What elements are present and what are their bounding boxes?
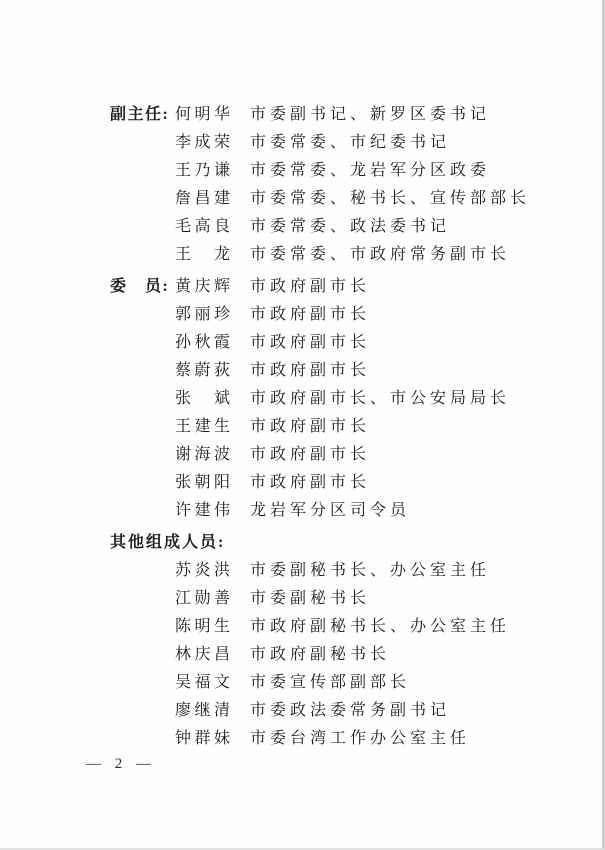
roster-row <box>110 357 582 385</box>
roster-row <box>110 557 582 585</box>
roster-row <box>110 725 582 753</box>
member-title: 市委台湾工作办公室主任 <box>250 730 471 747</box>
member-name: 苏炎洪 <box>175 562 234 579</box>
roster-row <box>110 441 582 469</box>
member-title: 市委宣传部副部长 <box>250 674 411 691</box>
member-title: 市政府副市长 <box>250 278 371 295</box>
member-title: 市政府副市长、市公安局局长 <box>250 390 511 407</box>
roster-row <box>110 157 582 185</box>
member-title: 市政府副秘书长、办公室主任 <box>250 618 511 635</box>
member-title: 市政府副市长 <box>250 306 371 323</box>
roster-row <box>110 273 582 301</box>
member-title: 市政府副市长 <box>250 474 371 491</box>
roster-row <box>110 213 582 241</box>
member-name: 郭丽珍 <box>175 306 234 323</box>
member-name: 钟群妹 <box>175 730 234 747</box>
member-title: 市委常委、市纪委书记 <box>250 134 451 151</box>
roster-row <box>110 641 582 669</box>
roster-row <box>110 385 582 413</box>
roster-row <box>110 329 582 357</box>
member-name: 吴福文 <box>175 674 234 691</box>
member-name: 王乃谦 <box>175 162 234 179</box>
member-title: 市政府副秘书长 <box>250 646 391 663</box>
roster-row <box>110 529 582 557</box>
member-name: 王 龙 <box>175 246 234 263</box>
roster-row <box>110 697 582 725</box>
member-title: 龙岩军分区司令员 <box>250 502 411 519</box>
roster-row <box>110 301 582 329</box>
member-title: 市政府副市长 <box>250 334 371 351</box>
member-title: 市委政法委常务副书记 <box>250 702 451 719</box>
page-number: — 2 — <box>86 756 156 772</box>
member-name: 陈明生 <box>175 618 234 635</box>
section-label: 委 员: <box>110 278 170 295</box>
member-name: 江勋善 <box>175 590 234 607</box>
roster-row <box>110 129 582 157</box>
member-title: 市政府副市长 <box>250 362 371 379</box>
member-title: 市委副秘书长 <box>250 590 371 607</box>
roster-row <box>110 101 582 129</box>
roster-row <box>110 497 582 525</box>
member-name: 李成荣 <box>175 134 234 151</box>
member-name: 张 斌 <box>175 390 234 407</box>
member-name: 王建生 <box>175 418 234 435</box>
section-label: 其他组成人员: <box>110 534 226 551</box>
member-name: 张朝阳 <box>175 474 234 491</box>
roster-row <box>110 413 582 441</box>
section-label: 副主任: <box>110 106 170 123</box>
member-name: 毛高良 <box>175 218 234 235</box>
member-title: 市委常委、秘书长、宣传部部长 <box>250 190 531 207</box>
member-name: 谢海波 <box>175 446 234 463</box>
member-name: 詹昌建 <box>175 190 234 207</box>
roster-row <box>110 585 582 613</box>
member-title: 市委常委、龙岩军分区政委 <box>250 162 491 179</box>
member-title: 市委副书记、新罗区委书记 <box>250 106 491 123</box>
member-title: 市政府副市长 <box>250 446 371 463</box>
roster-row <box>110 469 582 497</box>
member-title: 市委副秘书长、办公室主任 <box>250 562 491 579</box>
member-name: 何明华 <box>175 106 234 123</box>
member-title: 市委常委、政法委书记 <box>250 218 451 235</box>
roster-list <box>110 101 582 753</box>
member-name: 蔡蔚荻 <box>175 362 234 379</box>
roster-row <box>110 241 582 269</box>
member-title: 市委常委、市政府常务副市长 <box>250 246 511 263</box>
member-name: 林庆昌 <box>175 646 234 663</box>
member-name: 廖继清 <box>175 702 234 719</box>
member-name: 许建伟 <box>175 502 234 519</box>
member-title: 市政府副市长 <box>250 418 371 435</box>
roster-row <box>110 669 582 697</box>
member-name: 孙秋霞 <box>175 334 234 351</box>
roster-row <box>110 613 582 641</box>
member-name: 黄庆辉 <box>175 278 234 295</box>
roster-row <box>110 185 582 213</box>
